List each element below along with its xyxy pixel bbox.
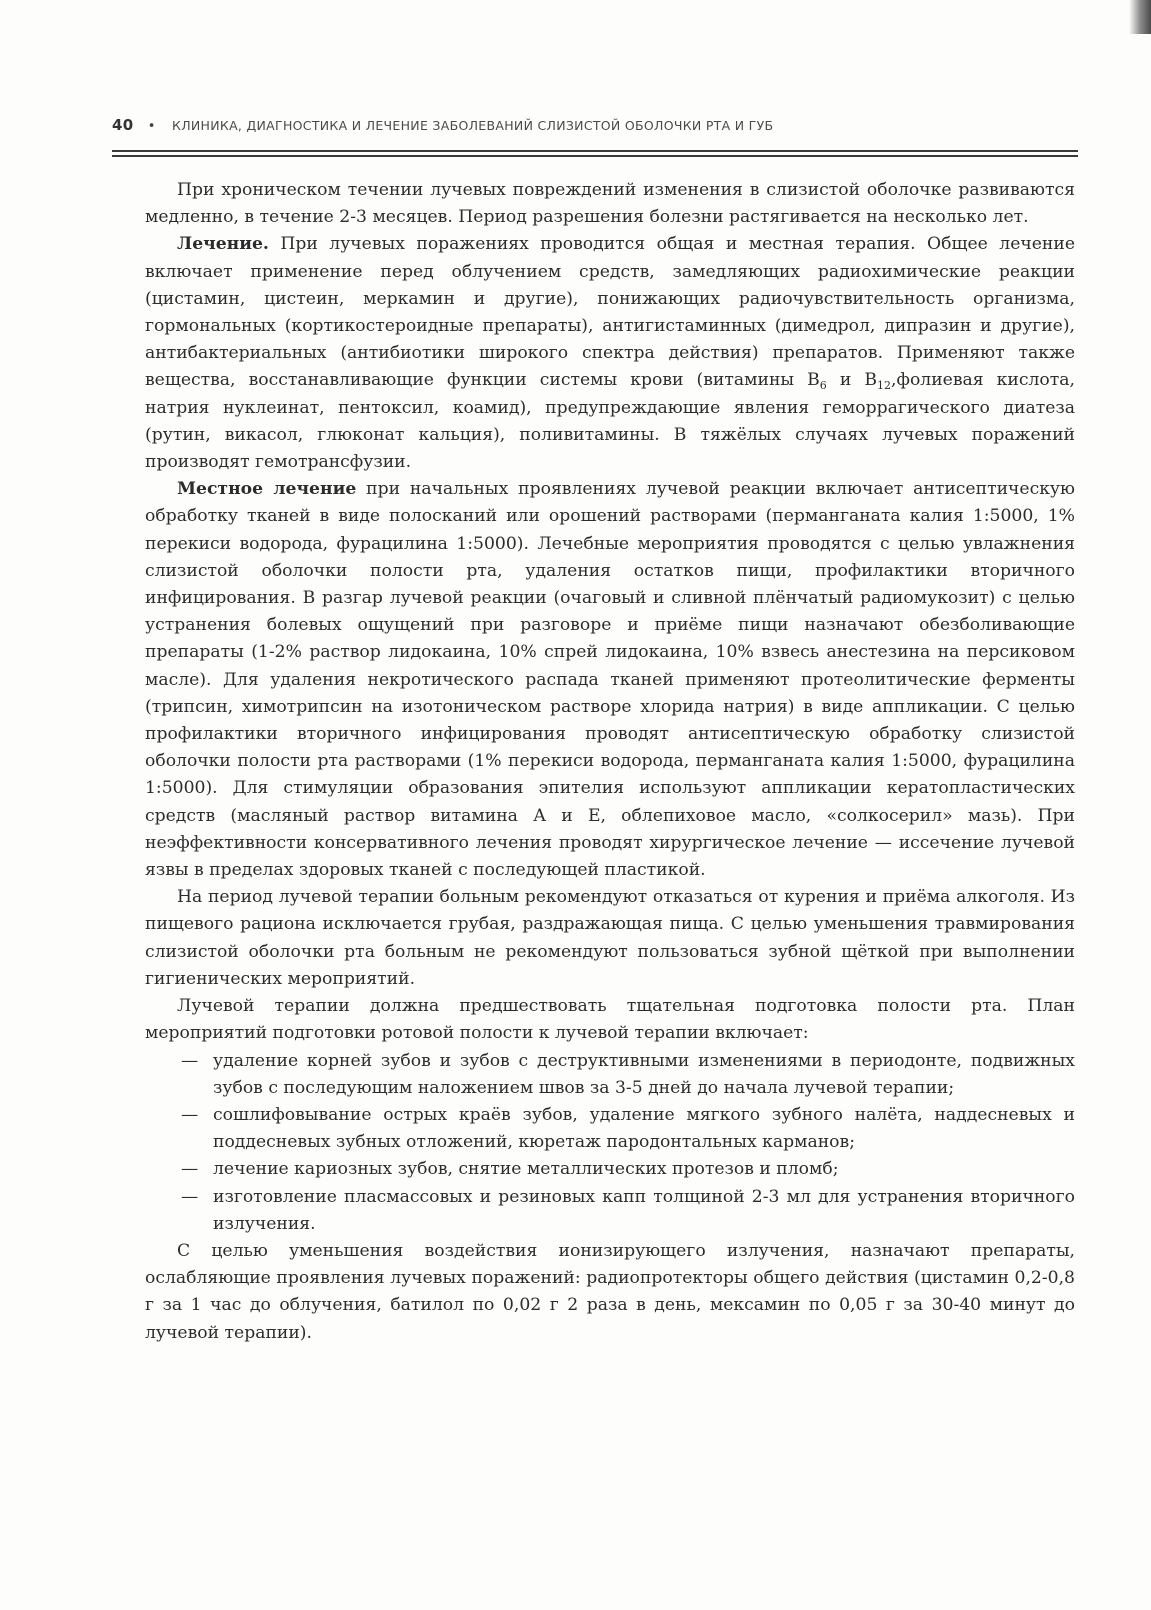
list-item-text: лечение кариозных зубов, снятие металлических протезов и пломб; [213, 1159, 839, 1180]
list-item [181, 1102, 1075, 1156]
vitamin-b12-subscript: 12 [877, 379, 892, 393]
list-dash: — [181, 1186, 199, 1207]
paragraph-radioprotectors: С целью уменьшения воздействия ионизирующего излучения, назначают препараты, ослабляющие проявления лучевых поражений: радиопротекторы общего действия (цистамин 0,2-0,8 г за 1 час до облучения, батилол по 0,02 г 2 раза в день, мексамин по 0,05 г за 30-40 минут до лучевой терапии). [145, 1240, 1075, 1343]
scan-edge-shadow [1129, 0, 1151, 34]
paragraph-preparation-plan: Лучевой терапии должна предшествовать тщательная подготовка полости рта. План мероприятий подготовки ротовой полости к лучевой терапии включает: [145, 996, 1075, 1044]
header-rule-top [112, 150, 1078, 152]
list-dash: — [181, 1104, 199, 1125]
local-treatment-heading: Местное лечение [177, 479, 357, 500]
list-item [181, 1156, 1075, 1183]
list-item [181, 1048, 1075, 1102]
treatment-text-b: и В [826, 370, 878, 391]
paragraph-treatment [145, 231, 1075, 476]
treatment-text-c: ,фолиевая кислота, натрия нуклеинат, пентоксил, коамид), предупреждающие явления геморрагического диатеза (рутин, викасол, глюконат кальция), поливитамины. В тяжёлых случаях лучевых поражений производят гемотрансфузии. [145, 370, 1075, 473]
paragraph-local-treatment [145, 476, 1075, 884]
header-rule-bottom [112, 155, 1078, 157]
list-dash: — [181, 1159, 199, 1180]
vitamin-b6-subscript: 6 [819, 379, 827, 393]
running-title: КЛИНИКА, ДИАГНОСТИКА И ЛЕЧЕНИЕ ЗАБОЛЕВАНИЙ СЛИЗИСТОЙ ОБОЛОЧКИ РТА И ГУБ [172, 118, 774, 133]
running-header [112, 116, 1072, 134]
page-number: 40 [112, 116, 134, 134]
local-treatment-text: при начальных проявлениях лучевой реакции включает антисептическую обработку тканей в виде полосканий или орошений растворами (перманганата калия 1:5000, 1% перекиси водорода, фурацилина 1:5000). Лечебные мероприятия проводятся с целью увлажнения слизистой оболочки полости рта, удаления остатков пищи, профилактики вторичного инфицирования. В разгар лучевой реакции (очаговый и сливной плёнчатый радиомукозит) с целью устранения болевых ощущений при разговоре и приёме пищи назначают обезболивающие препараты (1-2% раствор лидокаина, 10% спрей лидокаина, 10% взвесь анестезина на персиковом масле). Для удаления некротического распада тканей применяют протеолитические ферменты (трипсин, химотрипсин на изотоническом растворе хлорида натрия) в виде аппликации. С целью профилактики вторичного инфицирования проводят антисептическую обработку слизистой оболочки полости рта растворами (1% перекиси водорода, перманганата калия 1:5000, фурацилина 1:5000). Для стимуляции образования эпителия используют аппликации кератопластических средств (масляный раствор витамина А и Е, облепиховое масло, «солкосерил» мазь). При неэффективности консервативного лечения проводят хирургическое лечение — иссечение лучевой язвы в пределах здоровых тканей с последующей пластикой. [145, 479, 1076, 881]
treatment-text-a: При лучевых поражениях проводится общая и местная терапия. Общее лечение включает применение перед облучением средств, замедляющих радиохимические реакции (цистамин, цистеин, меркамин и другие), понижающих радиочувствительность организма, гормональных (кортикостероидные препараты), антигистаминных (димедрол, дипразин и другие), антибактериальных (антибиотики широкого спектра действия) препаратов. Применяют также вещества, восстанавливающие функции системы крови (витамины В [145, 234, 1075, 391]
treatment-heading: Лечение. [177, 234, 269, 255]
list-item-text: изготовление пласмассовых и резиновых капп толщиной 2-3 мл для устранения вторичного излучения. [213, 1186, 1075, 1234]
list-item-text: сошлифовывание острых краёв зубов, удаление мягкого зубного налёта, наддесневых и поддесневых зубных отложений, кюретаж пародонтальных карманов; [213, 1104, 1075, 1153]
list-item [181, 1184, 1075, 1238]
list-item-text: удаление корней зубов и зубов с деструктивными изменениями в периодонте, подвижных зубов с последующим наложением швов за 3-5 дней до начала лучевой терапии; [213, 1050, 1075, 1098]
page-body [145, 177, 1075, 1347]
header-bullet: • [147, 119, 156, 134]
paragraph-recommendations: На период лучевой терапии больным рекомендуют отказаться от курения и приёма алкоголя. Из пищевого рациона исключается грубая, раздражающая пища. С целью уменьшения травмирования слизистой оболочки рта больным не рекомендуют пользоваться зубной щёткой при выполнении гигиенических мероприятий. [145, 887, 1075, 989]
list-dash: — [181, 1050, 199, 1071]
preparation-list [145, 1048, 1075, 1238]
paragraph-chronic-course: При хроническом течении лучевых повреждений изменения в слизистой оболочке развиваются медленно, в течение 2-3 месяцев. Период разрешения болезни растягивается на несколько лет. [145, 180, 1075, 228]
